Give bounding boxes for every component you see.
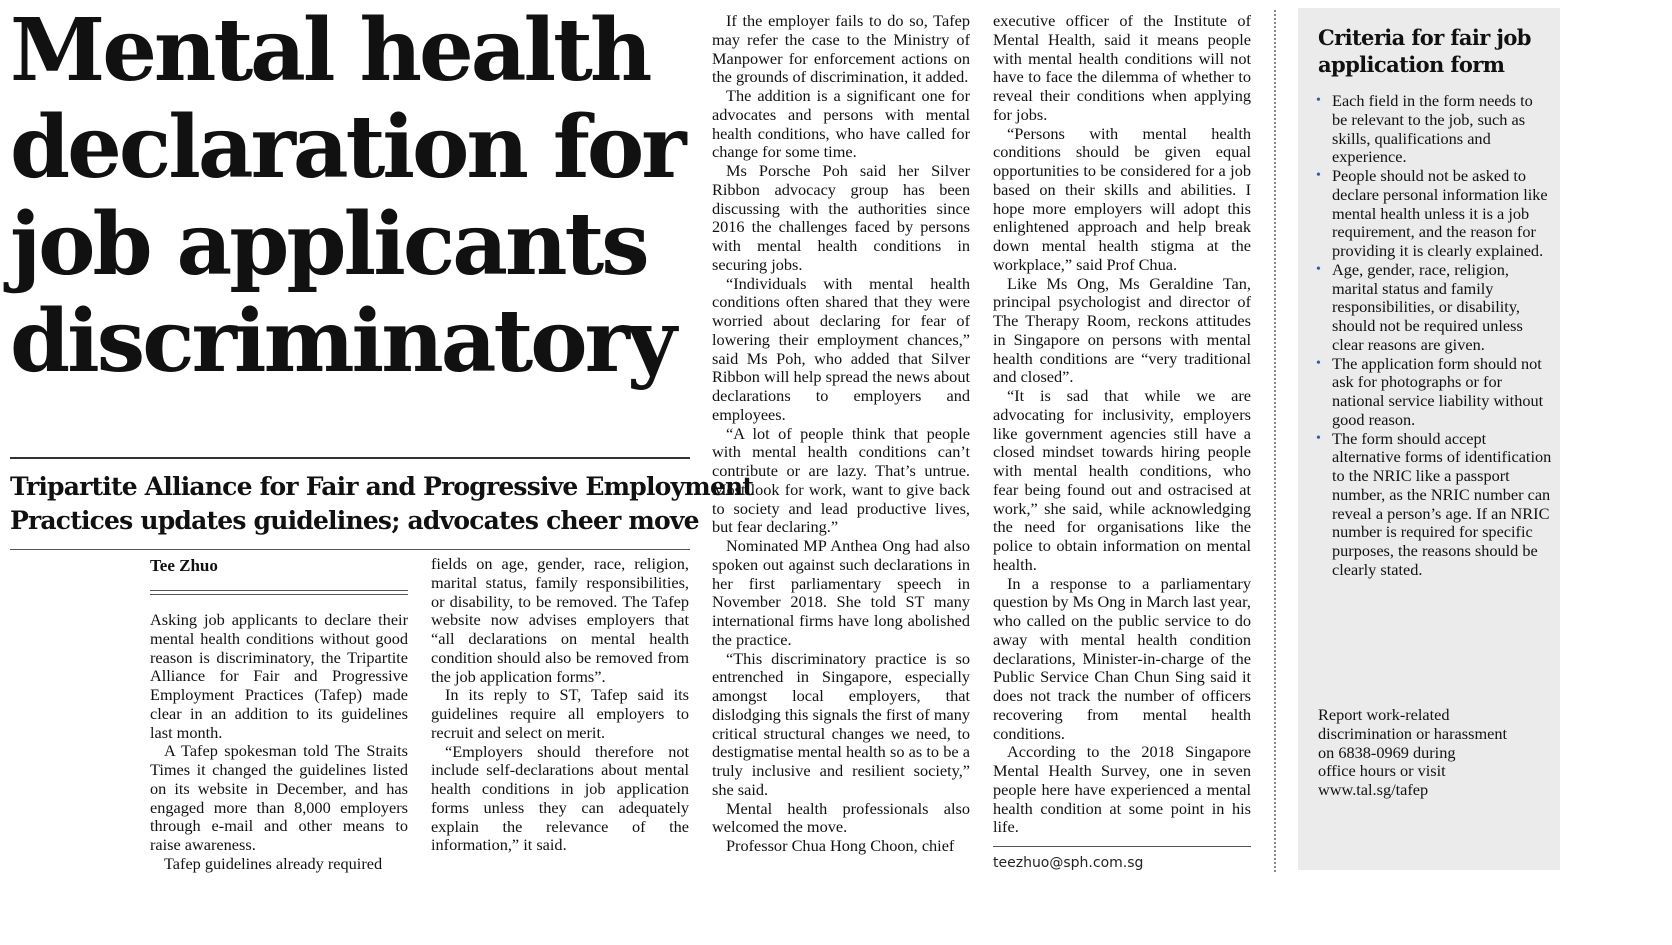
paragraph: According to the 2018 Singapore Mental Health Survey, one in seven people here have experienced a mental health condition at some point in his life. xyxy=(993,742,1251,837)
list-item xyxy=(1312,430,1552,580)
paragraph: “Employers should therefore not include self-declarations about mental health conditions in job application forms unless they can adequately explain the relevance of the information,” it said. xyxy=(431,741,689,855)
article-column-1 xyxy=(150,611,408,879)
bullet-icon: • xyxy=(1316,93,1321,108)
byline-rule-bottom xyxy=(150,594,408,595)
paragraph: If the employer fails to do so, Tafep may refer the case to the Ministry of Manpower for enforcement actions on the grounds of discrimination, it added. xyxy=(712,12,970,87)
subhead-line: Practices updates guidelines; advocates cheer move xyxy=(10,506,699,535)
paragraph: “It is sad that while we are advocating for inclusivity, employers like government agencies still have a closed mindset towards hiring people with mental health conditions, who fear being found out and ostracised at work,” she said, while acknowledging the need for organisations like the police to obtain information on mental health. xyxy=(993,386,1251,574)
paragraph: Nominated MP Anthea Ong had also spoken out against such declarations in her first parliamentary speech in November 2018. She told ST many international firms have long abolished the practice. xyxy=(712,536,970,649)
bullet-icon: • xyxy=(1316,168,1321,183)
paragraph: “This discriminatory practice is so entrenched in Singapore, especially amongst local employers, that dislodging this signals the first of many critical structural changes we need, to destigmatise mental health so as to be a truly inclusive and resilient society,” she said. xyxy=(712,648,970,799)
list-item xyxy=(1312,92,1552,167)
email-rule xyxy=(993,846,1251,847)
report-line: on 6838-0969 during xyxy=(1318,742,1456,762)
byline-rule-top xyxy=(150,590,408,591)
subhead-line: Tripartite Alliance for Fair and Progressive Employment xyxy=(10,472,754,501)
paragraph: “A lot of people think that people with mental health conditions can’t contribute or are lazy. That’s untrue. Most look for work, want to give back to society and lead productive lives, but fear declaring.” xyxy=(712,423,970,537)
list-item-text: Age, gender, race, religion, marital status and family responsibilities, or disability, should not be required unless clear reasons are given. xyxy=(1332,259,1523,354)
bullet-icon: • xyxy=(1316,261,1321,277)
list-item-text: The form should accept alternative forms of identification to the NRIC like a passport number, as the NRIC number can reveal a person’s age. If an NRIC number is required for specific purposes, the reasons should be clearly stated. xyxy=(1332,428,1552,579)
paragraph: In a response to a parliamentary question by Ms Ong in March last year, who called on the public service to do away with mental health condition declarations, Minister-in-charge of the Public Service Chan Chun Sing said it does not track the number of officers recovering from mental health conditions. xyxy=(993,573,1251,743)
paragraph: Tafep guidelines already required xyxy=(164,853,383,873)
report-line: Report work-related xyxy=(1318,705,1450,724)
paragraph: “Persons with mental health conditions should be given equal opportunities to be considered for a job based on their skills and abilities. I hope more employers will adopt this enlightened approach and help break down mental health stigma at the workplace,” said Prof Chua. xyxy=(993,123,1251,274)
column-divider xyxy=(1274,10,1276,872)
paragraph: executive officer of the Institute of Mental Health, said it means people with mental health conditions will not have to face the dilemma of whether to reveal their conditions when applying for jobs. xyxy=(993,12,1251,124)
article-column-4 xyxy=(993,12,1251,837)
paragraph: Ms Porsche Poh said her Silver Ribbon advocacy group has been discussing with the authorities since 2016 the challenges faced by persons with mental health conditions in securing jobs. xyxy=(712,161,970,274)
sidebar-title: Criteria for fair job application form xyxy=(1318,25,1531,77)
headline-line: declaration for xyxy=(10,97,684,198)
author-email: teezhuo@sph.com.sg xyxy=(993,855,1144,871)
article-column-2 xyxy=(431,555,689,880)
criteria-list xyxy=(1312,92,1552,580)
list-item-text: People should not be asked to declare personal information like mental health unless it is a job requirement, and the reason for providing it is clearly explained. xyxy=(1332,166,1548,260)
paragraph: A Tafep spokesman told The Straits Times it changed the guidelines listed on its website in December, and has engaged more than 8,000 employers through e-mail and other means to raise awareness. xyxy=(150,741,408,854)
subhead xyxy=(10,470,754,538)
report-link: www.tal.sg/tafep xyxy=(1318,780,1429,799)
bullet-icon: • xyxy=(1316,430,1321,446)
report-line: office hours or visit xyxy=(1318,761,1446,781)
paragraph: Mental health professionals also welcomed the move. xyxy=(712,798,970,837)
list-item xyxy=(1312,167,1552,261)
headline-line: discriminatory xyxy=(10,291,674,392)
paragraph: Professor Chua Hong Choon, chief xyxy=(726,836,955,855)
list-item xyxy=(1312,355,1552,430)
headline xyxy=(10,2,690,390)
criteria-sidebar xyxy=(1298,8,1560,870)
bullet-icon: • xyxy=(1316,355,1321,371)
report-line: discrimination or harassment xyxy=(1318,723,1507,743)
paragraph: fields on age, gender, race, religion, marital status, family responsibilities, or disability, to be removed. The Tafep website now advises employers that “all declarations on mental health condition should also be removed from the job application forms”. xyxy=(431,555,689,686)
paragraph: Asking job applicants to declare their mental health conditions without good reason is discriminatory, the Tripartite Alliance for Fair and Progressive Employment Practices (Tafep) made clear in an addition to its guidelines last month. xyxy=(150,611,408,742)
subhead-bottom-rule xyxy=(10,549,690,550)
headline-line: Mental health xyxy=(10,0,650,101)
paragraph: Like Ms Ong, Ms Geraldine Tan, principal psychologist and director of The Therapy Room, reckons attitudes in Singapore on persons with mental health conditions are “very traditional and closed”. xyxy=(993,273,1251,387)
paragraph: In its reply to ST, Tafep said its guidelines require all employers to recruit and select on merit. xyxy=(431,685,689,742)
list-item xyxy=(1312,261,1552,355)
byline: Tee Zhuo xyxy=(150,556,218,575)
report-info xyxy=(1318,706,1553,800)
list-item-text: The application form should not ask for photographs or for national service liability without good reason. xyxy=(1332,353,1544,429)
subhead-top-rule xyxy=(10,457,690,459)
paragraph: “Individuals with mental health conditions often shared that they were worried about declaring for fear of lowering their employment chances,” said Ms Poh, who added that Silver Ribbon will help spread the news about declarations to employers and employees. xyxy=(712,273,970,424)
headline-line: job applicants xyxy=(10,194,647,295)
paragraph: The addition is a significant one for advocates and persons with mental health conditions, who have called for change for some time. xyxy=(712,86,970,162)
article-column-3 xyxy=(712,12,970,880)
list-item-text: Each field in the form needs to be relevant to the job, such as skills, qualifications and experience. xyxy=(1332,91,1533,167)
